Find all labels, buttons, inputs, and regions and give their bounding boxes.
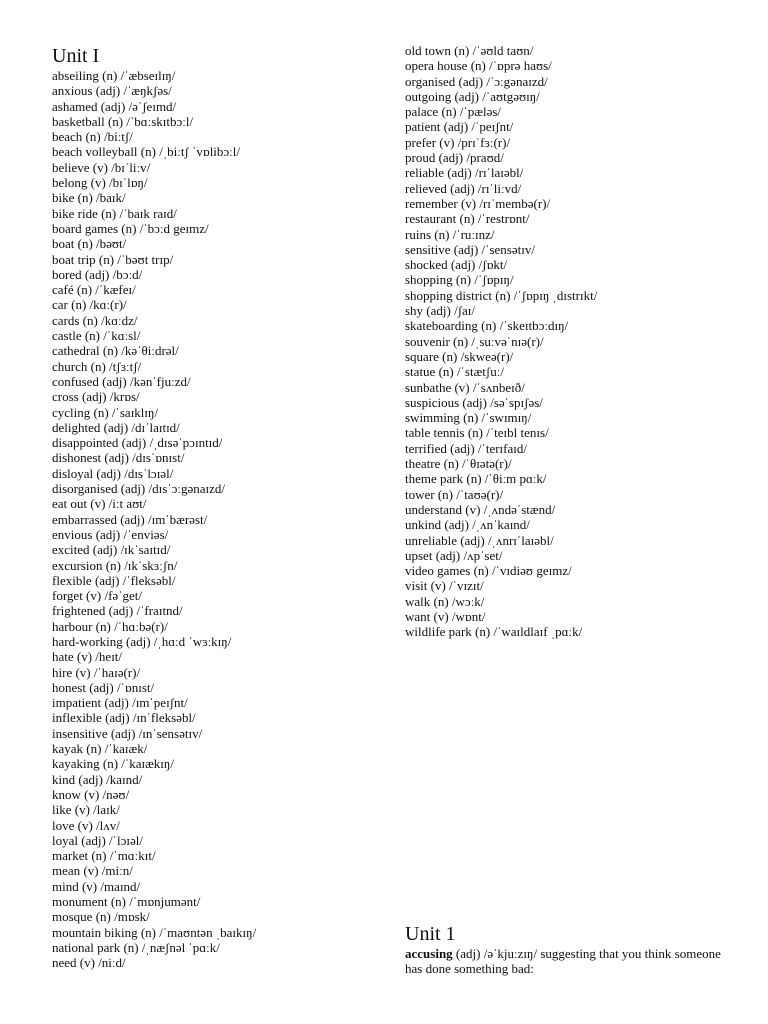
vocab-entry: shopping (n) /ˈʃɒpɪŋ/ — [405, 272, 514, 288]
vocab-entry: unkind (adj) /ˌʌnˈkaɪnd/ — [405, 517, 530, 533]
vocab-entry: want (v) /wɒnt/ — [405, 608, 486, 624]
vocab-entry: statue (n) /ˈstætʃuː/ — [405, 364, 504, 380]
vocab-entry: wildlife park (n) /ˈwaɪldlaɪf ˌpɑːk/ — [405, 624, 583, 640]
vocab-entry: envious (adj) /ˈenviəs/ — [52, 526, 169, 542]
vocab-entry: swimming (n) /ˈswɪmɪŋ/ — [405, 410, 532, 426]
vocab-entry: restaurant (n) /ˈrestrɒnt/ — [405, 211, 530, 227]
vocab-entry: palace (n) /ˈpæləs/ — [405, 104, 502, 120]
vocab-entry: national park (n) /ˌnæʃnəl ˈpɑːk/ — [52, 939, 220, 955]
vocab-entry: table tennis (n) /ˈteɪbl tenɪs/ — [405, 425, 549, 441]
vocab-entry: hate (v) /heɪt/ — [52, 649, 123, 665]
vocab-entry: boat trip (n) /ˈbəʊt trɪp/ — [52, 251, 174, 267]
vocab-entry: anxious (adj) /ˈæŋkʃəs/ — [52, 83, 172, 99]
vocab-entry: mosque (n) /mɒsk/ — [52, 909, 150, 925]
vocab-entry: video games (n) /ˈvɪdiəʊ geɪmz/ — [405, 563, 572, 579]
vocab-entry: confused (adj) /kənˈfjuːzd/ — [52, 373, 191, 389]
vocab-entry: flexible (adj) /ˈfleksəbl/ — [52, 572, 176, 588]
left-column — [52, 44, 372, 971]
vocab-entry: kayak (n) /ˈkaɪæk/ — [52, 741, 148, 757]
unit-1-heading: Unit 1 — [405, 923, 456, 945]
vocab-entry: basketball (n) /ˈbɑːskɪtbɔːl/ — [52, 113, 194, 129]
vocab-entry: castle (n) /ˈkɑːsl/ — [52, 328, 141, 344]
vocab-entry: old town (n) /ˈəʊld taʊn/ — [405, 43, 534, 58]
word-list-right — [405, 43, 735, 640]
vocab-entry: boat (n) /bəʊt/ — [52, 236, 127, 252]
vocab-entry: upset (adj) /ʌpˈset/ — [405, 547, 503, 563]
vocab-entry: mind (v) /maɪnd/ — [52, 878, 141, 894]
vocab-entry: cathedral (n) /kəˈθiːdrəl/ — [52, 343, 179, 359]
definition-entry — [405, 946, 735, 977]
vocab-entry: need (v) /niːd/ — [52, 955, 126, 971]
vocab-entry: board games (n) /ˈbɔːd geɪmz/ — [52, 220, 209, 236]
vocab-entry: souvenir (n) /ˌsuːvəˈnɪə(r)/ — [405, 333, 544, 349]
vocab-entry: proud (adj) /praʊd/ — [405, 150, 504, 166]
vocab-entry: disorganised (adj) /dɪsˈɔːgənaɪzd/ — [52, 481, 226, 497]
vocab-entry: café (n) /ˈkæfeɪ/ — [52, 282, 136, 298]
vocab-entry: outgoing (adj) /ˈaʊtgəʊɪŋ/ — [405, 88, 540, 104]
vocab-entry: dishonest (adj) /dɪsˈɒnɪst/ — [52, 450, 185, 466]
vocab-entry: kayaking (n) /ˈkaɪækɪŋ/ — [52, 756, 174, 772]
vocab-entry: believe (v) /bɪˈliːv/ — [52, 159, 151, 175]
vocab-entry: patient (adj) /ˈpeɪʃnt/ — [405, 119, 514, 135]
vocab-entry: tower (n) /ˈtaʊə(r)/ — [405, 486, 504, 502]
vocab-entry: opera house (n) /ˈɒprə haʊs/ — [405, 58, 552, 74]
vocab-entry: reliable (adj) /rɪˈlaɪəbl/ — [405, 165, 524, 181]
vocab-entry: impatient (adj) /ɪmˈpeɪʃnt/ — [52, 695, 188, 711]
vocab-entry: visit (v) /ˈvɪzɪt/ — [405, 578, 484, 594]
vocab-entry: inflexible (adj) /ɪnˈfleksəbl/ — [52, 710, 196, 726]
vocab-entry: organised (adj) /ˈɔːgənaɪzd/ — [405, 73, 548, 89]
vocab-entry: bored (adj) /bɔːd/ — [52, 266, 143, 282]
vocab-entry: eat out (v) /iːt aʊt/ — [52, 496, 147, 512]
vocab-entry: theme park (n) /ˈθiːm pɑːk/ — [405, 471, 547, 487]
vocab-entry: prefer (v) /prɪˈfɜː(r)/ — [405, 134, 511, 150]
vocab-entry: delighted (adj) /dɪˈlaɪtɪd/ — [52, 419, 180, 435]
vocab-entry: hire (v) /ˈhaɪə(r)/ — [52, 664, 141, 680]
vocab-entry: understand (v) /ˌʌndəˈstænd/ — [405, 501, 556, 517]
vocab-entry: ruins (n) /ˈruːɪnz/ — [405, 226, 495, 242]
vocab-entry: car (n) /kɑː(r)/ — [52, 297, 127, 313]
vocab-entry: excited (adj) /ɪkˈsaɪtɪd/ — [52, 542, 171, 558]
vocab-entry: bike ride (n) /ˈbaɪk raɪd/ — [52, 205, 177, 221]
vocab-entry: forget (v) /fəˈget/ — [52, 588, 142, 604]
vocab-entry: abseiling (n) /ˈæbseɪlɪŋ/ — [52, 68, 176, 83]
entry-word: accusing — [405, 946, 453, 961]
vocab-entry: shocked (adj) /ʃɒkt/ — [405, 257, 508, 273]
unit-heading: Unit I — [52, 45, 100, 67]
vocab-entry: disloyal (adj) /dɪsˈlɔɪəl/ — [52, 465, 174, 481]
vocab-entry: church (n) /tʃɜːtʃ/ — [52, 358, 142, 374]
vocab-entry: monument (n) /ˈmɒnjumənt/ — [52, 894, 201, 910]
vocab-entry: mean (v) /miːn/ — [52, 863, 133, 879]
vocab-entry: beach volleyball (n) /ˌbiːtʃ ˈvɒlibɔːl/ — [52, 144, 241, 160]
vocab-entry: sensitive (adj) /ˈsensətɪv/ — [405, 241, 535, 257]
vocab-entry: cards (n) /kɑːdz/ — [52, 312, 138, 328]
vocab-entry: mountain biking (n) /ˈmaʊntən ˌbaɪkɪŋ/ — [52, 924, 257, 940]
vocab-entry: cycling (n) /ˈsaɪklɪŋ/ — [52, 404, 159, 420]
vocab-entry: square (n) /skweə(r)/ — [405, 348, 514, 364]
vocab-entry: cross (adj) /krɒs/ — [52, 389, 140, 405]
vocab-entry: ashamed (adj) /əˈʃeɪmd/ — [52, 98, 177, 114]
vocab-entry: suspicious (adj) /səˈspɪʃəs/ — [405, 394, 543, 410]
word-list-left — [52, 68, 372, 971]
vocab-entry: honest (adj) /ˈɒnɪst/ — [52, 679, 155, 695]
entry-definition: (adj) /əˈkjuːzɪŋ/ suggesting that you think someone has done something bad: — [405, 946, 721, 977]
vocab-entry: know (v) /nəʊ/ — [52, 786, 130, 802]
vocab-entry: shopping district (n) /ˈʃɒpɪŋ ˌdɪstrɪkt/ — [405, 287, 598, 303]
vocab-entry: disappointed (adj) /ˌdɪsəˈpɔɪntɪd/ — [52, 435, 223, 451]
vocab-entry: shy (adj) /ʃaɪ/ — [405, 303, 476, 319]
unit-1-section — [405, 922, 735, 977]
vocab-entry: unreliable (adj) /ˌʌnrɪˈlaɪəbl/ — [405, 532, 554, 548]
vocab-entry: frightened (adj) /ˈfraɪtnd/ — [52, 603, 183, 619]
vocab-entry: hard-working (adj) /ˌhɑːd ˈwɜːkɪŋ/ — [52, 633, 232, 649]
vocab-entry: walk (n) /wɔːk/ — [405, 593, 485, 609]
vocab-entry: kind (adj) /kaɪnd/ — [52, 771, 143, 787]
vocab-entry: loyal (adj) /ˈlɔɪəl/ — [52, 832, 143, 848]
vocab-entry: terrified (adj) /ˈterɪfaɪd/ — [405, 440, 527, 456]
vocab-entry: sunbathe (v) /ˈsʌnbeɪð/ — [405, 379, 525, 395]
vocab-entry: skateboarding (n) /ˈskeɪtbɔːdɪŋ/ — [405, 318, 569, 334]
vocab-entry: bike (n) /baɪk/ — [52, 190, 126, 206]
right-column — [405, 43, 735, 640]
vocab-entry: belong (v) /bɪˈlɒŋ/ — [52, 175, 148, 191]
vocab-entry: embarrassed (adj) /ɪmˈbærəst/ — [52, 511, 208, 527]
vocab-entry: remember (v) /rɪˈmembə(r)/ — [405, 195, 551, 211]
vocab-entry: like (v) /laɪk/ — [52, 802, 120, 818]
vocab-entry: insensitive (adj) /ɪnˈsensətɪv/ — [52, 725, 203, 741]
vocab-entry: beach (n) /biːtʃ/ — [52, 129, 133, 145]
vocab-entry: relieved (adj) /rɪˈliːvd/ — [405, 180, 522, 196]
vocab-entry: theatre (n) /ˈθɪətə(r)/ — [405, 456, 512, 472]
vocab-entry: love (v) /lʌv/ — [52, 817, 120, 833]
vocab-entry: excursion (n) /ɪkˈskɜːʃn/ — [52, 557, 178, 573]
vocab-entry: market (n) /ˈmɑːkɪt/ — [52, 848, 156, 864]
vocab-entry: harbour (n) /ˈhɑːbə(r)/ — [52, 618, 168, 634]
